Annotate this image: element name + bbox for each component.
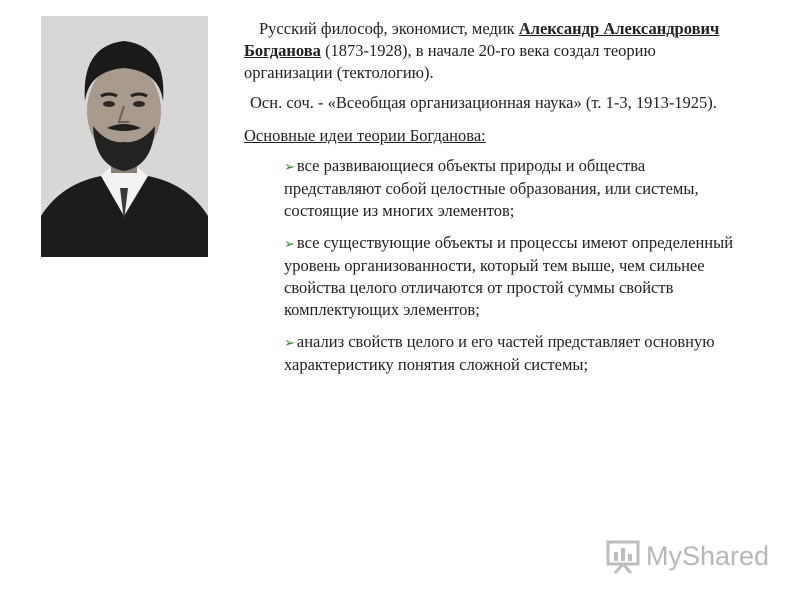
main-text [244, 18, 744, 386]
list-item [284, 232, 744, 321]
arrow-bullet-icon: ➢ [284, 159, 295, 174]
watermark-logo [606, 536, 774, 576]
arrow-bullet-icon: ➢ [284, 236, 295, 251]
watermark-text: MyShared [646, 540, 770, 571]
works-paragraph: Осн. соч. - «Всеобщая организационная наука» (т. 1-3, 1913-1925). [250, 93, 717, 112]
arrow-bullet-icon: ➢ [284, 335, 295, 350]
intro-suffix: (1873-1928), в начале 20-го века создал теорию организации (тектологию). [244, 41, 656, 82]
idea-text: анализ свойств целого и его частей представляет основную характеристику понятия сложной системы; [284, 332, 715, 374]
list-item [284, 155, 744, 222]
intro-paragraph [244, 18, 744, 84]
ideas-list [284, 155, 744, 376]
portrait-photo [41, 16, 208, 257]
presentation-board-icon [606, 538, 640, 574]
list-item [284, 331, 744, 376]
person-name: Александр Александрович Богданова [244, 19, 720, 60]
idea-text: все развивающиеся объекты природы и общества представляют собой целостные образования, или системы, состоящие из многих элементов; [284, 156, 699, 220]
idea-text: все существующие объекты и процессы имеют определенный уровень организованности, который тем выше, чем сильнее свойства целого отличаются от простой суммы свойств комплектующих элементов; [284, 233, 734, 319]
intro-prefix: Русский философ, экономист, медик [259, 19, 519, 38]
ideas-heading: Основные идеи теории Богданова: [244, 126, 486, 145]
